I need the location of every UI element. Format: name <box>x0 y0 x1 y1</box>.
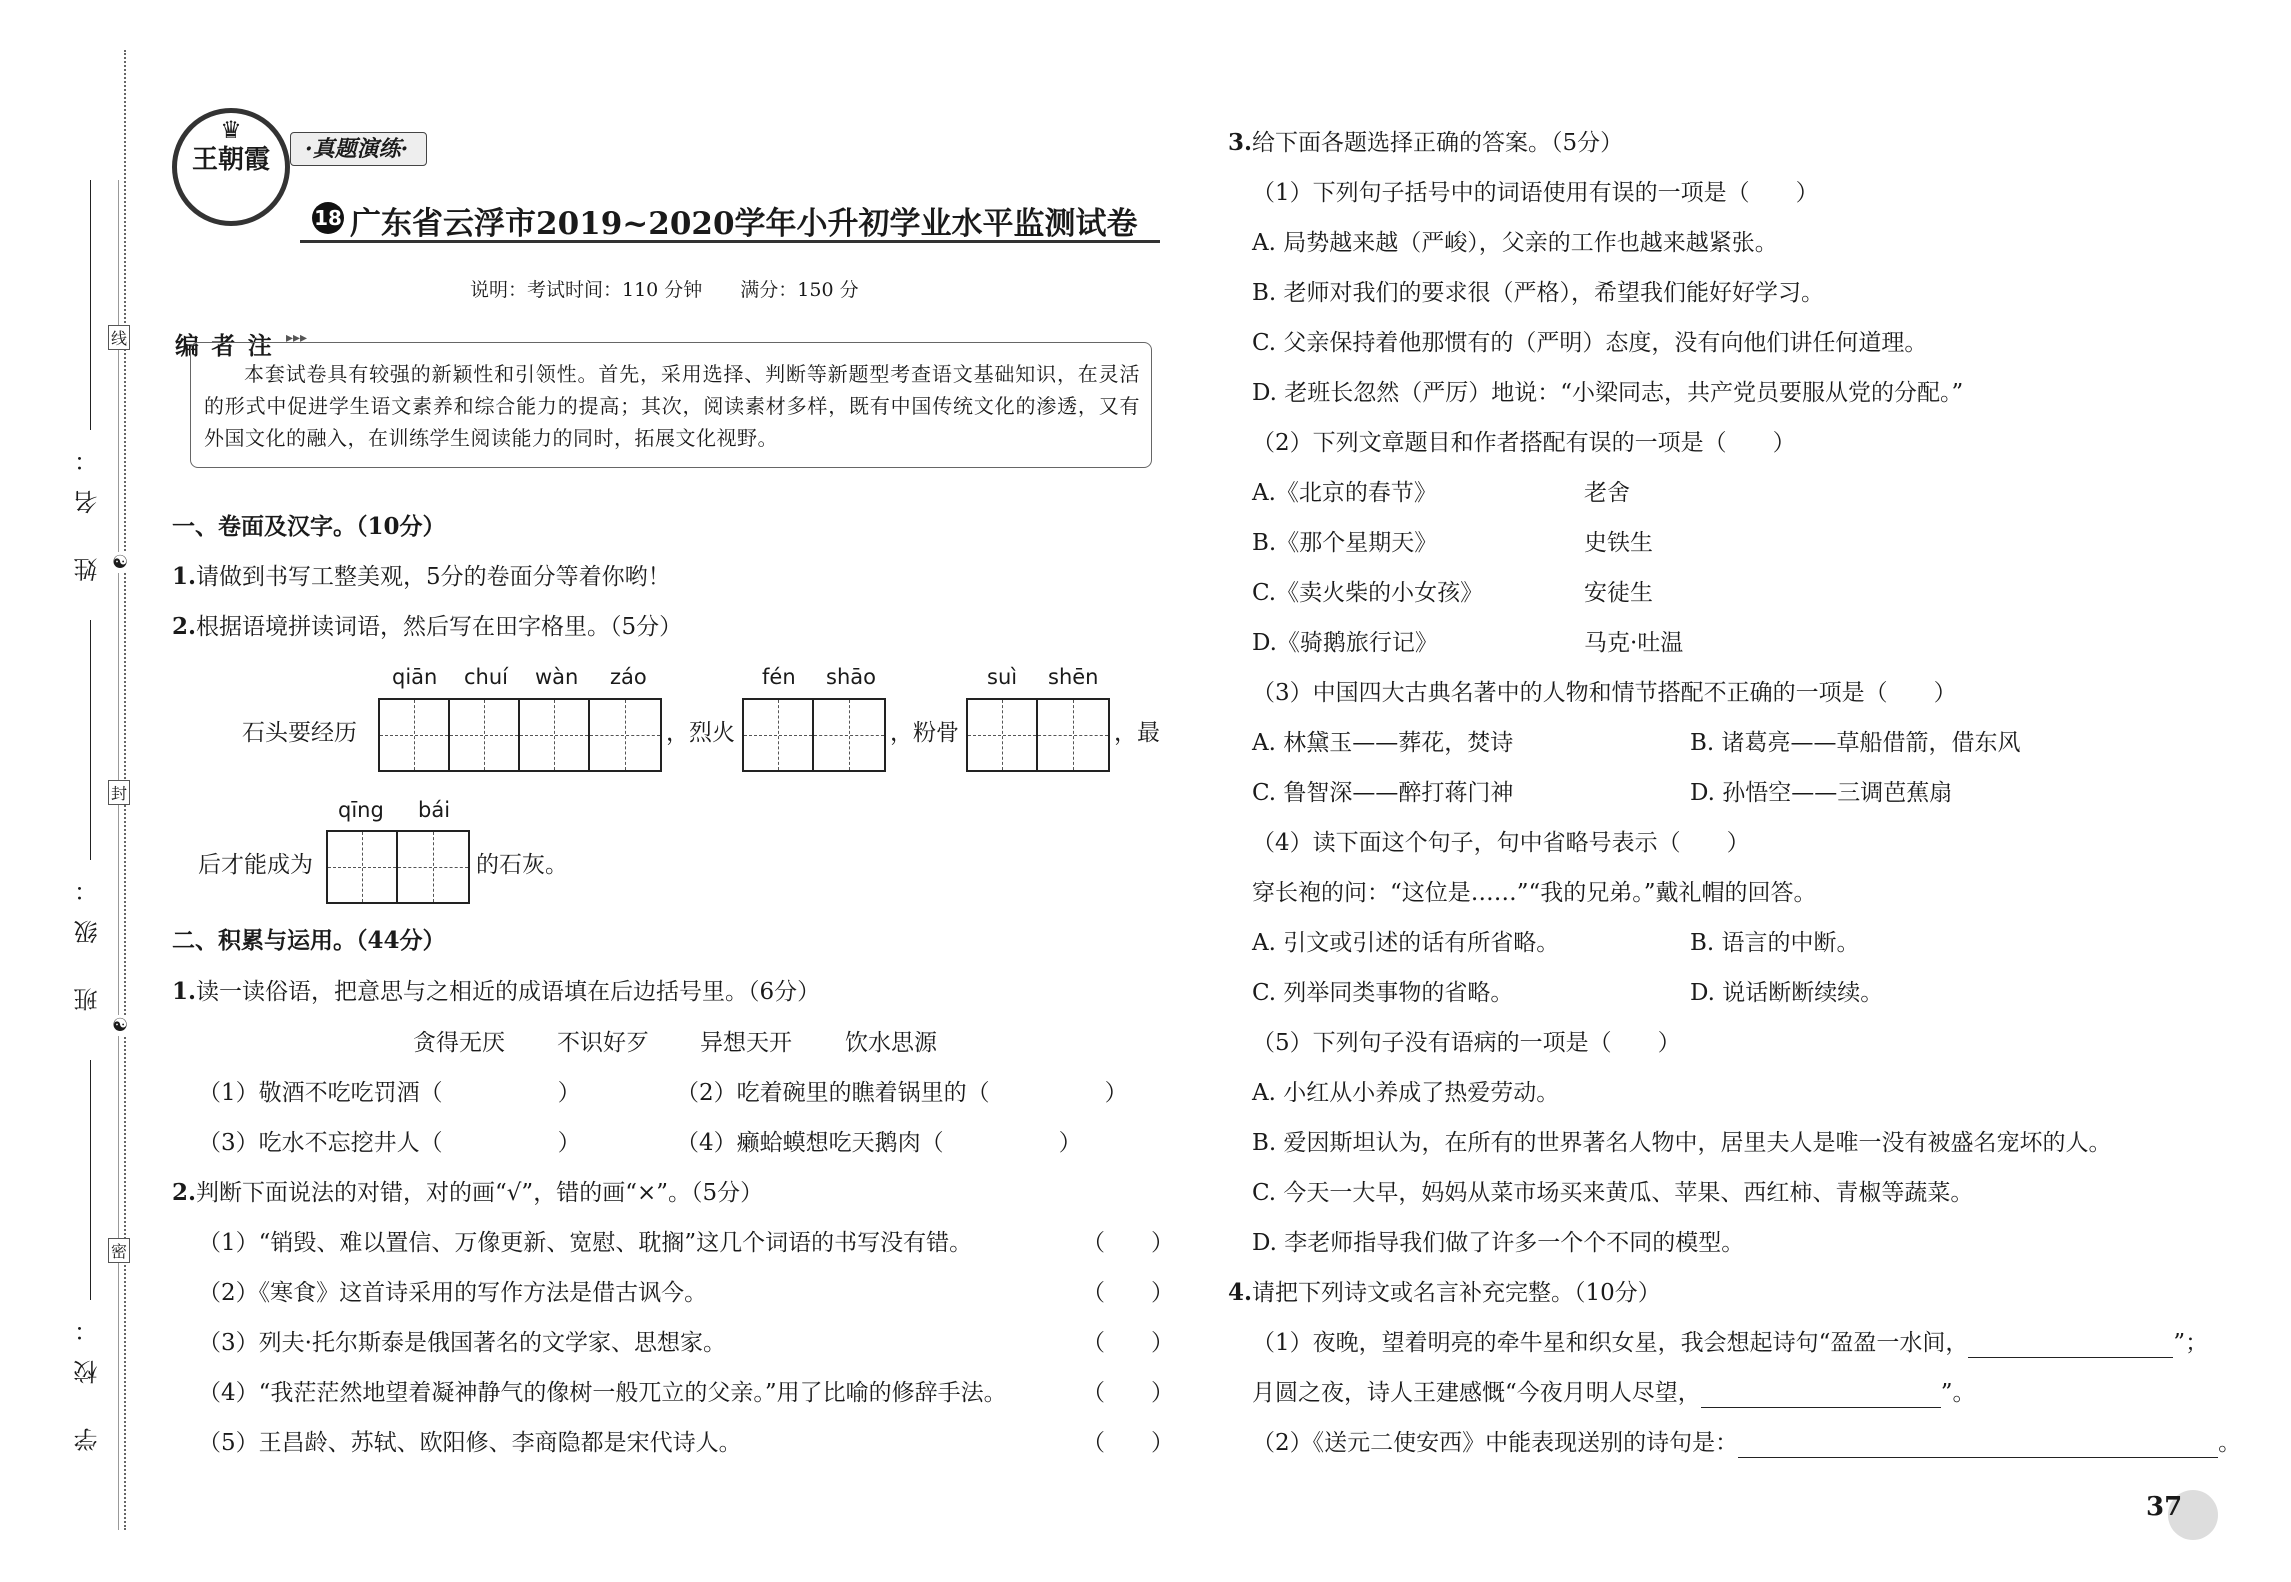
question-number: 1. <box>172 563 197 590</box>
sentence-part: ，最 <box>1114 720 1160 746</box>
answer-blank[interactable] <box>1738 1435 2218 1458</box>
s2-question-1 <box>172 977 820 1007</box>
question-2 <box>172 612 682 642</box>
section-1-heading: 一、卷面及汉字。（10分） <box>172 513 446 540</box>
fill-text: 。 <box>2218 1430 2242 1456</box>
question-text: 请做到书写工整美观，5分的卷面分等着你哟！ <box>196 564 671 590</box>
school-label: 学 校： <box>74 1300 102 1452</box>
page-number: 37 <box>2146 1492 2183 1522</box>
option-author: 安徒生 <box>1584 580 1653 606</box>
question-number: 1. <box>172 978 197 1005</box>
section-2-heading: 二、积累与运用。（44分） <box>172 927 446 954</box>
judge-paren[interactable]: （ ） <box>1082 1380 1174 1406</box>
tianzige-box[interactable] <box>378 698 662 772</box>
editor-note-text: 本套试卷具有较强的新颖性和引领性。首先，采用选择、判断等新题型考查语文基础知识，在灵活的形式中促进学生语文素养和综合能力的提高；其次，阅读素材多样，既有中国传统文化的渗透，又有外国文化的融入，在训练学生阅读能力的同时，拓展文化视野。 <box>204 362 1140 450</box>
name-label: 姓 名： <box>74 430 102 582</box>
pinyin-label: bái <box>418 798 451 822</box>
question-4 <box>1228 1278 1661 1308</box>
pinyin-label: qiān <box>392 665 438 689</box>
judge-item: （5）王昌龄、苏轼、欧阳修、李商隐都是宋代诗人。 <box>198 1430 742 1456</box>
option[interactable]: A. 引文或引述的话有所省略。 <box>1252 930 1560 956</box>
logo-text: 王朝霞 <box>191 145 270 175</box>
question-text: 读一读俗语，把意思与之相近的成语填在后边括号里。（6分） <box>196 979 821 1005</box>
sentence-part: 的石灰。 <box>476 852 568 878</box>
question-number: 2. <box>172 1179 197 1206</box>
question-text: 请把下列诗文或名言补充完整。（10分） <box>1252 1280 1661 1306</box>
question-text: 根据语境拼读词语，然后写在田字格里。（5分） <box>196 614 683 640</box>
fill-item[interactable]: （3）吃水不忘挖井人（ ） <box>198 1130 581 1156</box>
option-author: 老舍 <box>1584 480 1630 506</box>
seal-seal-mark: 封 <box>108 780 130 805</box>
judge-paren[interactable]: （ ） <box>1082 1230 1174 1256</box>
option[interactable]: C. 父亲保持着他那惯有的（严明）态度，没有向他们讲任何道理。 <box>1252 330 1928 356</box>
sub-question: （3）中国四大古典名著中的人物和情节搭配不正确的一项是（ ） <box>1252 680 1957 706</box>
ornament-icon: ☯ <box>112 552 129 573</box>
exam-info: 说明：考试时间：110 分钟 满分：150 分 <box>470 279 859 301</box>
option[interactable]: D. 孙悟空——三调芭蕉扇 <box>1690 780 1953 806</box>
fill-item[interactable]: （2）吃着碗里的瞧着锅里的（ ） <box>676 1080 1128 1106</box>
option[interactable]: A. 林黛玉——葬花，焚诗 <box>1252 730 1514 756</box>
sub-question: （4）读下面这个句子，句中省略号表示（ ） <box>1252 830 1750 856</box>
option[interactable]: B. 爱因斯坦认为，在所有的世界著名人物中，居里夫人是唯一没有被盛名宠坏的人。 <box>1252 1130 2112 1156</box>
question-1 <box>172 562 671 592</box>
pinyin-label: suì <box>987 665 1018 689</box>
answer-blank[interactable] <box>1701 1385 1941 1408</box>
pinyin-label: shāo <box>826 665 876 689</box>
option[interactable]: C. 列举同类事物的省略。 <box>1252 980 1514 1006</box>
judge-item: （4）“我茫茫然地望着凝神静气的像树一般兀立的父亲。”用了比喻的修辞手法。 <box>198 1380 1007 1406</box>
sub-question: （5）下列句子没有语病的一项是（ ） <box>1252 1030 1681 1056</box>
option[interactable]: D. 说话断断续续。 <box>1690 980 1884 1006</box>
tianzige-cell[interactable] <box>590 700 660 770</box>
editor-note-arrows: ▸▸▸ <box>286 330 308 346</box>
sentence-part: 后才能成为 <box>198 852 313 878</box>
pinyin-label: qīng <box>338 798 384 822</box>
class-label: 班 级： <box>74 860 102 1012</box>
tianzige-cell[interactable] <box>968 700 1038 770</box>
quoted-sentence: 穿长袍的问：“这位是……”“我的兄弟。”戴礼帽的回答。 <box>1252 880 1817 906</box>
tianzige-box[interactable] <box>966 698 1110 772</box>
pinyin-label: shēn <box>1048 665 1099 689</box>
judge-paren[interactable]: （ ） <box>1082 1280 1174 1306</box>
judge-paren[interactable]: （ ） <box>1082 1330 1174 1356</box>
pinyin-label: fén <box>762 665 796 689</box>
option[interactable]: A. 小红从小养成了热爱劳动。 <box>1252 1080 1560 1106</box>
name-field[interactable] <box>90 180 91 430</box>
pinyin-label: chuí <box>464 665 508 689</box>
sub-question: （2）下列文章题目和作者搭配有误的一项是（ ） <box>1252 430 1796 456</box>
question-text: 判断下面说法的对错，对的画“√”，错的画“×”。（5分） <box>196 1180 764 1206</box>
tianzige-cell[interactable] <box>520 700 590 770</box>
tianzige-cell[interactable] <box>380 700 450 770</box>
option[interactable]: C. 鲁智深——醉打蒋门神 <box>1252 780 1514 806</box>
title-number: 18 <box>312 202 344 234</box>
fill-text: ”； <box>2173 1330 2209 1356</box>
seal-line-mark: 线 <box>108 325 130 350</box>
judge-item: （3）列夫·托尔斯泰是俄国著名的文学家、思想家。 <box>198 1330 726 1356</box>
sentence-part: ，烈火 <box>666 720 735 746</box>
tianzige-box[interactable] <box>742 698 886 772</box>
fill-item[interactable]: （4）癞蛤蟆想吃天鹅肉（ ） <box>676 1130 1082 1156</box>
sub-question: （1）下列句子括号中的词语使用有误的一项是（ ） <box>1252 180 1819 206</box>
title-underline <box>300 240 1160 243</box>
option[interactable]: C. 今天一大早，妈妈从菜市场买来黄瓜、苹果、西红柿、青椒等蔬菜。 <box>1252 1180 1974 1206</box>
tianzige-cell[interactable] <box>450 700 520 770</box>
pinyin-label: záo <box>610 665 647 689</box>
badge-label: ·真题演练· <box>290 132 427 166</box>
school-field[interactable] <box>90 1060 91 1300</box>
logo-badge <box>172 108 290 226</box>
fill-line-3 <box>1252 1428 2241 1458</box>
tianzige-cell[interactable] <box>814 700 884 770</box>
question-number: 2. <box>172 613 197 640</box>
question-number: 4. <box>1228 1279 1253 1306</box>
editor-note-label: 编 者 注 <box>175 331 274 360</box>
tianzige-box[interactable] <box>326 830 470 904</box>
fill-item[interactable]: （1）敬酒不吃吃罚酒（ ） <box>198 1080 581 1106</box>
fill-text: 月圆之夜，诗人王建感慨“今夜月明人尽望， <box>1252 1380 1701 1406</box>
option[interactable]: B. 老师对我们的要求很（严格），希望我们能好好学习。 <box>1252 280 1825 306</box>
paper-title: 广东省云浮市2019~2020学年小升初学业水平监测试卷 <box>350 206 1138 242</box>
tianzige-cell[interactable] <box>744 700 814 770</box>
judge-paren[interactable]: （ ） <box>1082 1430 1174 1456</box>
divider-line <box>118 180 119 1530</box>
tianzige-cell[interactable] <box>328 832 398 902</box>
sentence-part: ，粉骨 <box>890 720 959 746</box>
fill-text: （1）夜晚，望着明亮的牵牛星和织女星，我会想起诗句“盈盈一水间， <box>1252 1330 1969 1356</box>
answer-blank[interactable] <box>1968 1335 2173 1358</box>
option[interactable]: D. 李老师指导我们做了许多一个个不同的模型。 <box>1252 1230 1745 1256</box>
crown-icon: ♛ <box>220 116 242 144</box>
judge-item: （2）《寒食》这首诗采用的写作方法是借古讽今。 <box>198 1280 708 1306</box>
fill-line-1 <box>1252 1328 2208 1358</box>
option-author: 史铁生 <box>1584 530 1653 556</box>
tianzige-cell[interactable] <box>398 832 468 902</box>
fill-line-2 <box>1252 1378 1976 1408</box>
ornament-icon: ☯ <box>112 1015 129 1036</box>
sentence-part: 石头要经历 <box>242 720 357 746</box>
judge-item: （1）“销毁、难以置信、万像更新、宽慰、耽搁”这几个词语的书写没有错。 <box>198 1230 973 1256</box>
fill-text: ”。 <box>1940 1380 1976 1406</box>
option[interactable]: D.《骑鹅旅行记》 <box>1252 630 1438 656</box>
option[interactable]: A. 局势越来越（严峻），父亲的工作也越来越紧张。 <box>1252 230 1778 256</box>
tianzige-cell[interactable] <box>1038 700 1108 770</box>
idiom-option: 饮水思源 <box>845 1030 937 1056</box>
option-author: 马克·吐温 <box>1584 630 1684 656</box>
option[interactable]: B. 语言的中断。 <box>1690 930 1860 956</box>
option[interactable]: C.《卖火柴的小女孩》 <box>1252 580 1484 606</box>
idiom-option: 异想天开 <box>700 1030 792 1056</box>
class-field[interactable] <box>90 620 91 860</box>
s2-question-2 <box>172 1178 763 1208</box>
option[interactable]: D. 老班长忽然（严厉）地说：“小梁同志，共产党员要服从党的分配。” <box>1252 380 1964 406</box>
pinyin-label: wàn <box>535 665 579 689</box>
seal-close-mark: 密 <box>108 1238 130 1263</box>
idiom-option: 不识好歹 <box>557 1030 649 1056</box>
option[interactable]: B.《那个星期天》 <box>1252 530 1438 556</box>
option[interactable]: B. 诸葛亮——草船借箭，借东风 <box>1690 730 2021 756</box>
option[interactable]: A.《北京的春节》 <box>1252 480 1437 506</box>
fill-text: （2）《送元二使安西》中能表现送别的诗句是： <box>1252 1430 1739 1456</box>
question-3 <box>1228 128 1623 158</box>
question-number: 3. <box>1228 129 1253 156</box>
idiom-option: 贪得无厌 <box>413 1030 505 1056</box>
question-text: 给下面各题选择正确的答案。（5分） <box>1252 130 1624 156</box>
